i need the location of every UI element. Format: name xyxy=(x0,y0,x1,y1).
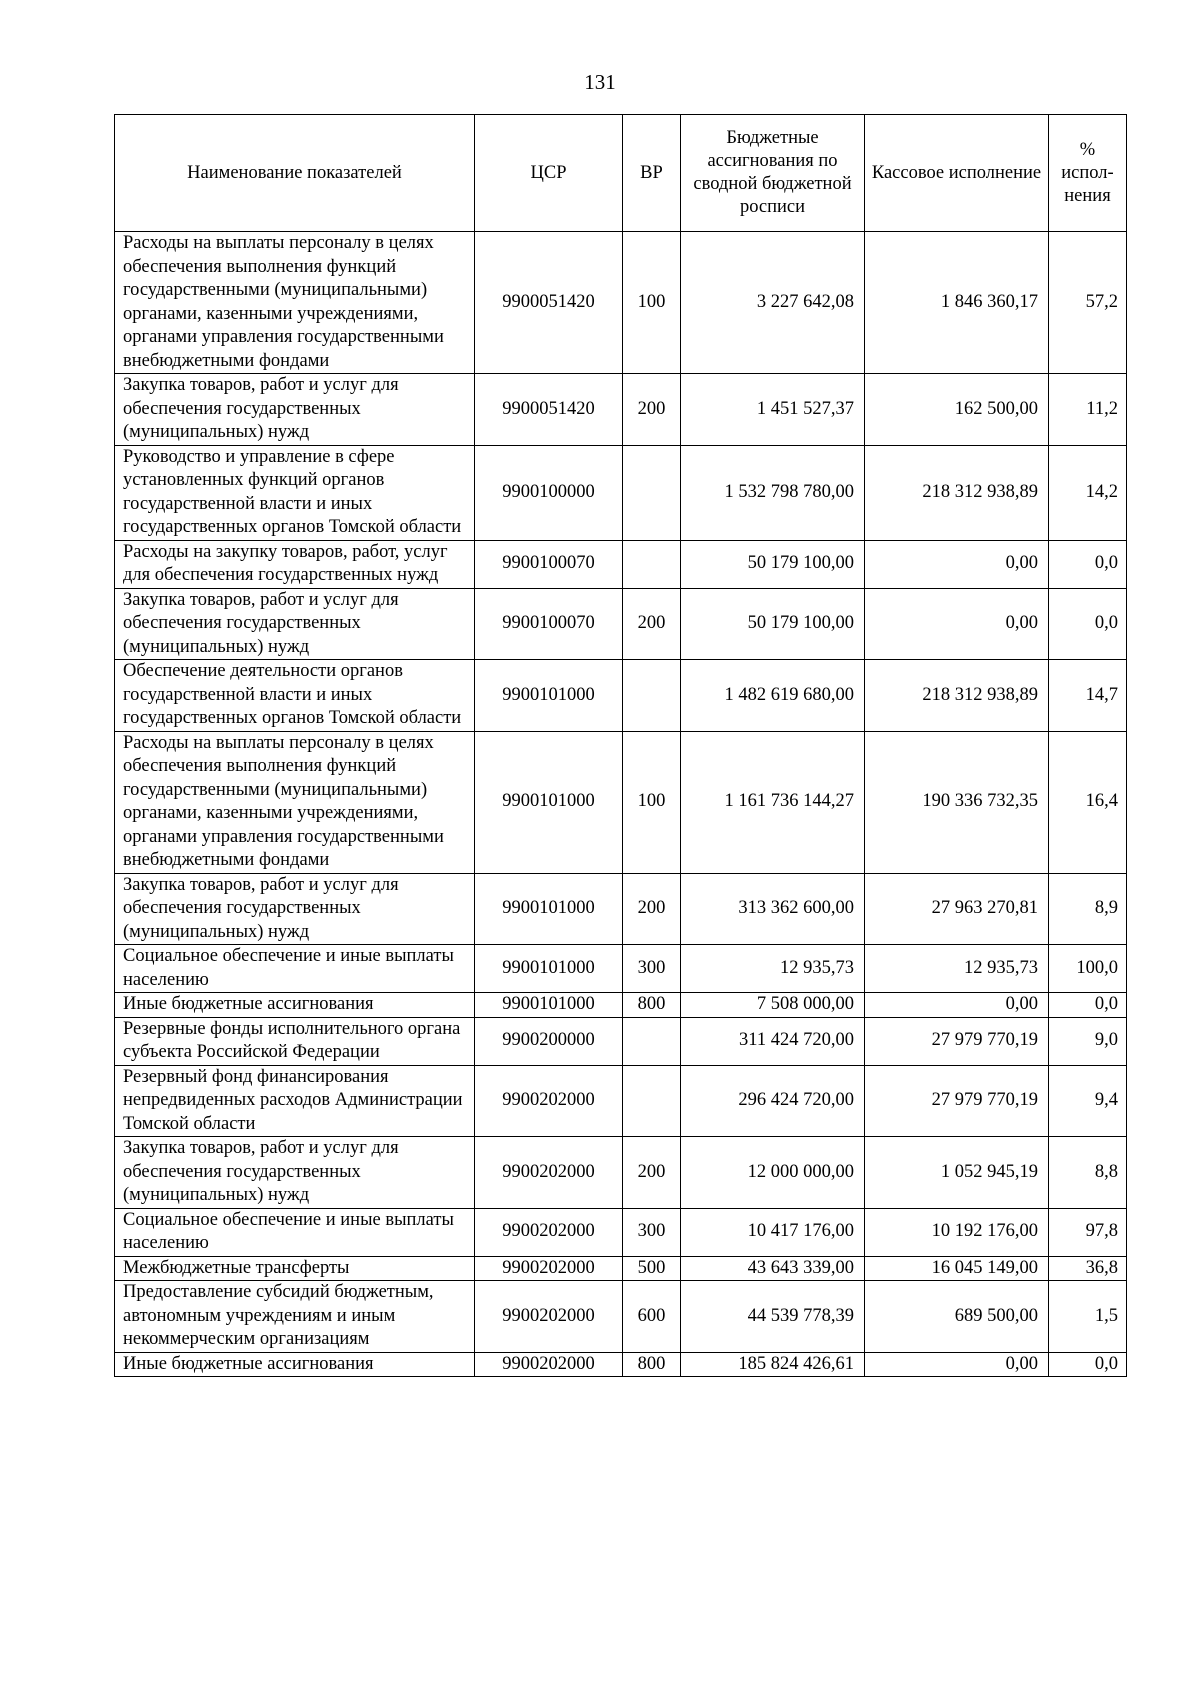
cell-plan: 44 539 778,39 xyxy=(681,1281,865,1353)
cell-fact: 1 846 360,17 xyxy=(865,232,1049,374)
cell-plan: 313 362 600,00 xyxy=(681,873,865,945)
cell-csr: 9900100070 xyxy=(475,588,623,660)
cell-pct: 16,4 xyxy=(1049,731,1127,873)
cell-vr xyxy=(623,1065,681,1137)
cell-plan: 296 424 720,00 xyxy=(681,1065,865,1137)
cell-pct: 97,8 xyxy=(1049,1208,1127,1256)
table-row xyxy=(115,540,1127,588)
cell-fact: 16 045 149,00 xyxy=(865,1256,1049,1281)
cell-pct: 9,0 xyxy=(1049,1017,1127,1065)
cell-name: Расходы на выплаты персоналу в целях обеспечения выполнения функций государственными (муниципальными) органами, казенными учреждениями, органами управления государственными внебюджетными фондами xyxy=(115,731,475,873)
cell-vr: 300 xyxy=(623,945,681,993)
page-number: 131 xyxy=(584,70,616,94)
cell-csr: 9900101000 xyxy=(475,731,623,873)
header-fact: Кассовое исполнение xyxy=(865,115,1049,232)
cell-csr: 9900051420 xyxy=(475,232,623,374)
cell-vr: 800 xyxy=(623,993,681,1018)
table-row xyxy=(115,1137,1127,1209)
cell-plan: 185 824 426,61 xyxy=(681,1352,865,1377)
table-row xyxy=(115,232,1127,374)
table-row xyxy=(115,445,1127,540)
cell-vr: 100 xyxy=(623,731,681,873)
cell-name: Руководство и управление в сфере установленных функций органов государственной власти и иных государственных органов Томской области xyxy=(115,445,475,540)
cell-csr: 9900202000 xyxy=(475,1065,623,1137)
cell-pct: 0,0 xyxy=(1049,588,1127,660)
cell-csr: 9900101000 xyxy=(475,873,623,945)
cell-plan: 50 179 100,00 xyxy=(681,540,865,588)
cell-name: Закупка товаров, работ и услуг для обеспечения государственных (муниципальных) нужд xyxy=(115,374,475,446)
cell-name: Резервный фонд финансирования непредвиденных расходов Администрации Томской области xyxy=(115,1065,475,1137)
cell-fact: 1 052 945,19 xyxy=(865,1137,1049,1209)
cell-name: Межбюджетные трансферты xyxy=(115,1256,475,1281)
cell-csr: 9900202000 xyxy=(475,1208,623,1256)
table-row xyxy=(115,873,1127,945)
cell-vr: 800 xyxy=(623,1352,681,1377)
cell-name: Закупка товаров, работ и услуг для обеспечения государственных (муниципальных) нужд xyxy=(115,1137,475,1209)
cell-csr: 9900101000 xyxy=(475,945,623,993)
cell-fact: 218 312 938,89 xyxy=(865,445,1049,540)
cell-vr xyxy=(623,1017,681,1065)
cell-name: Резервные фонды исполнительного органа субъекта Российской Федерации xyxy=(115,1017,475,1065)
cell-fact: 0,00 xyxy=(865,993,1049,1018)
cell-plan: 12 935,73 xyxy=(681,945,865,993)
cell-fact: 27 979 770,19 xyxy=(865,1017,1049,1065)
cell-vr: 200 xyxy=(623,1137,681,1209)
cell-fact: 218 312 938,89 xyxy=(865,660,1049,732)
table-row xyxy=(115,660,1127,732)
cell-vr: 100 xyxy=(623,232,681,374)
cell-vr: 200 xyxy=(623,374,681,446)
cell-plan: 7 508 000,00 xyxy=(681,993,865,1018)
cell-plan: 50 179 100,00 xyxy=(681,588,865,660)
cell-vr: 200 xyxy=(623,873,681,945)
table-row xyxy=(115,1352,1127,1377)
budget-table xyxy=(114,114,1127,1377)
header-plan: Бюджетные ассигнования по сводной бюджетной росписи xyxy=(681,115,865,232)
table-row xyxy=(115,1256,1127,1281)
header-name: Наименование показателей xyxy=(115,115,475,232)
cell-vr xyxy=(623,445,681,540)
cell-pct: 0,0 xyxy=(1049,540,1127,588)
cell-plan: 1 451 527,37 xyxy=(681,374,865,446)
cell-plan: 311 424 720,00 xyxy=(681,1017,865,1065)
table-row xyxy=(115,1281,1127,1353)
cell-plan: 1 482 619 680,00 xyxy=(681,660,865,732)
cell-name: Предоставление субсидий бюджетным, автономным учреждениям и иным некоммерческим организациям xyxy=(115,1281,475,1353)
cell-fact: 190 336 732,35 xyxy=(865,731,1049,873)
cell-fact: 27 979 770,19 xyxy=(865,1065,1049,1137)
cell-name: Социальное обеспечение и иные выплаты населению xyxy=(115,945,475,993)
cell-name: Расходы на выплаты персоналу в целях обеспечения выполнения функций государственными (муниципальными) органами, казенными учреждениями, органами управления государственными внебюджетными фондами xyxy=(115,232,475,374)
table-row xyxy=(115,993,1127,1018)
cell-name: Расходы на закупку товаров, работ, услуг для обеспечения государственных нужд xyxy=(115,540,475,588)
cell-pct: 8,8 xyxy=(1049,1137,1127,1209)
cell-plan: 43 643 339,00 xyxy=(681,1256,865,1281)
cell-csr: 9900202000 xyxy=(475,1281,623,1353)
cell-name: Закупка товаров, работ и услуг для обеспечения государственных (муниципальных) нужд xyxy=(115,588,475,660)
header-vr: ВР xyxy=(623,115,681,232)
cell-fact: 0,00 xyxy=(865,588,1049,660)
cell-pct: 14,7 xyxy=(1049,660,1127,732)
cell-name: Иные бюджетные ассигнования xyxy=(115,993,475,1018)
cell-pct: 14,2 xyxy=(1049,445,1127,540)
cell-pct: 0,0 xyxy=(1049,993,1127,1018)
cell-fact: 162 500,00 xyxy=(865,374,1049,446)
cell-csr: 9900101000 xyxy=(475,993,623,1018)
cell-fact: 12 935,73 xyxy=(865,945,1049,993)
cell-fact: 10 192 176,00 xyxy=(865,1208,1049,1256)
cell-pct: 0,0 xyxy=(1049,1352,1127,1377)
cell-pct: 8,9 xyxy=(1049,873,1127,945)
cell-plan: 12 000 000,00 xyxy=(681,1137,865,1209)
header-csr: ЦСР xyxy=(475,115,623,232)
cell-name: Иные бюджетные ассигнования xyxy=(115,1352,475,1377)
cell-plan: 1 532 798 780,00 xyxy=(681,445,865,540)
table-row xyxy=(115,1208,1127,1256)
table-row xyxy=(115,374,1127,446)
cell-plan: 1 161 736 144,27 xyxy=(681,731,865,873)
cell-csr: 9900051420 xyxy=(475,374,623,446)
cell-pct: 100,0 xyxy=(1049,945,1127,993)
cell-fact: 689 500,00 xyxy=(865,1281,1049,1353)
cell-csr: 9900202000 xyxy=(475,1137,623,1209)
table-row xyxy=(115,945,1127,993)
cell-pct: 9,4 xyxy=(1049,1065,1127,1137)
cell-pct: 1,5 xyxy=(1049,1281,1127,1353)
cell-vr: 200 xyxy=(623,588,681,660)
table-header-row xyxy=(115,115,1127,232)
cell-plan: 3 227 642,08 xyxy=(681,232,865,374)
cell-vr xyxy=(623,660,681,732)
cell-csr: 9900100000 xyxy=(475,445,623,540)
cell-vr: 300 xyxy=(623,1208,681,1256)
cell-csr: 9900202000 xyxy=(475,1352,623,1377)
cell-pct: 36,8 xyxy=(1049,1256,1127,1281)
cell-vr: 600 xyxy=(623,1281,681,1353)
cell-csr: 9900202000 xyxy=(475,1256,623,1281)
table-row xyxy=(115,1017,1127,1065)
table-row xyxy=(115,1065,1127,1137)
cell-fact: 0,00 xyxy=(865,1352,1049,1377)
cell-vr xyxy=(623,540,681,588)
cell-name: Обеспечение деятельности органов государственной власти и иных государственных органов Томской области xyxy=(115,660,475,732)
cell-csr: 9900100070 xyxy=(475,540,623,588)
cell-name: Закупка товаров, работ и услуг для обеспечения государственных (муниципальных) нужд xyxy=(115,873,475,945)
cell-name: Социальное обеспечение и иные выплаты населению xyxy=(115,1208,475,1256)
cell-fact: 27 963 270,81 xyxy=(865,873,1049,945)
header-pct: % испол-нения xyxy=(1049,115,1127,232)
table-row xyxy=(115,731,1127,873)
table-row xyxy=(115,588,1127,660)
cell-fact: 0,00 xyxy=(865,540,1049,588)
cell-csr: 9900101000 xyxy=(475,660,623,732)
cell-pct: 57,2 xyxy=(1049,232,1127,374)
cell-plan: 10 417 176,00 xyxy=(681,1208,865,1256)
cell-csr: 9900200000 xyxy=(475,1017,623,1065)
cell-vr: 500 xyxy=(623,1256,681,1281)
cell-pct: 11,2 xyxy=(1049,374,1127,446)
